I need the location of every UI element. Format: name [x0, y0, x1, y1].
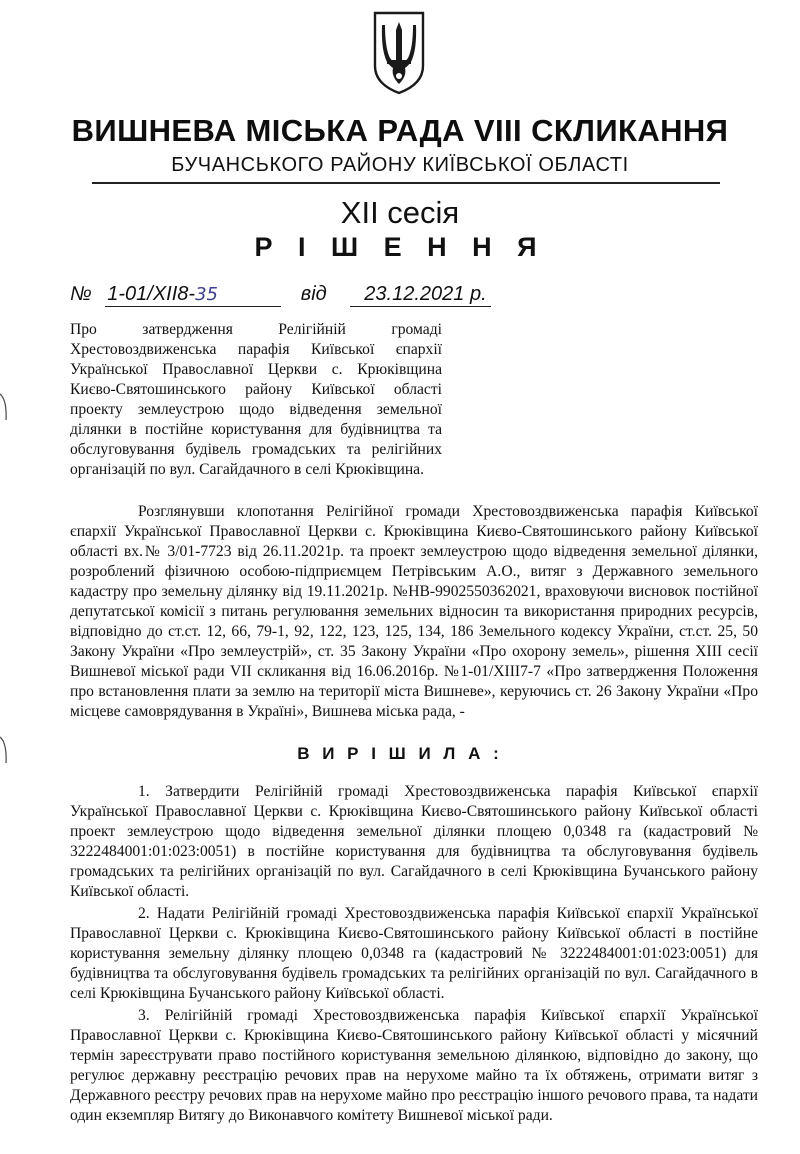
- number-sign: №: [70, 283, 92, 305]
- document-type: Р І Ш Е Н Н Я: [254, 232, 546, 262]
- scan-margin-mark-icon: [0, 392, 10, 422]
- item-2: [70, 904, 758, 1004]
- item-3-text: 3. Релігійній громаді Хрестовоздвиженська парафія Київської єпархії Української Православної Церкви с. Крюківщина Києво-Святошинського району Київської області у місячний термін зареєструвати право постійного користування земельною ділянкою, відповідно до закону, що регулює державну реєстрацію речових прав на нерухоме майно та їх обтяжень, отримати витяг з Державного реєстру речових прав на нерухоме майно про реєстрацію іншого речового права, та надати один екземпляр Витягу до Виконавчого комітету Вишневої міської ради.: [70, 1007, 758, 1124]
- resolved-heading: В И Р І Ш И Л А :: [297, 744, 503, 763]
- decision-number: [105, 283, 281, 307]
- council-title: ВИШНЕВА МІСЬКА РАДА VIII СКЛИКАННЯ: [71, 113, 729, 148]
- scan-margin-mark-icon: [0, 735, 10, 765]
- item-1-text: 1. Затвердити Релігійній громаді Хрестовоздвиженська парафія Київської єпархії Української Православної Церкви с. Крюківщина Києво-Святошинського району Київської області проект землеустрою щодо відведення земельної ділянки площею 0,0348 га (кадастровий № 3222484001:01:023:0051) в постійне користування для будівництва та обслуговування будівель громадських та релігійних організацій по вул. Сагайдачного в селі Крюківщина Бучанського району Київської області.: [70, 783, 758, 900]
- session-label: XII сесія: [340, 195, 460, 230]
- decision-number-line: [70, 283, 491, 311]
- council-district: БУЧАНСЬКОГО РАЙОНУ КИЇВСЬКОЇ ОБЛАСТІ: [171, 154, 629, 176]
- decision-number-handwritten: 35: [195, 284, 218, 305]
- header-divider: [92, 182, 720, 184]
- item-3: [70, 1006, 758, 1126]
- preamble-text: Розглянувши клопотання Релігійної громади Хрестовоздвиженська парафія Київської єпархії Української Православної Церкви с. Крюківщина Києво-Святошинського району Київської області вх.№ 3/01-7723 від 26.11.2021р. та проект землеустрою щодо відведення земельної ділянки, розроблений фізичною особою-підприємцем Петрівським А.О., витяг з Державного земельного кадастру про земельну ділянку від 19.11.2021р. №НВ-9902550362021, враховуючи висновок постійної депутатської комісії з питань регулювання земельних відносин та використання природних ресурсів, відповідно до ст.ст. 12, 66, 79-1, 92, 122, 123, 125, 134, 186 Земельного кодексу України, ст.ст. 25, 50 Закону України «Про землеустрій», ст. 35 Закону України «Про охорону земель», рішення XIII сесії Вишневої міської ради VII скликання від 16.06.2016р. №1-01/XIII7-7 «Про затвердження Положення про встановлення плати за землю на території міста Вишневе», керуючись ст. 26 Закону України «Про місцеве самоврядування в Україні», Вишнева міська рада, -: [70, 503, 758, 720]
- item-1: [70, 782, 758, 902]
- decision-date: 23.12.2021 р.: [350, 283, 490, 307]
- date-from-label: від: [300, 283, 327, 305]
- item-2-text: 2. Надати Релігійній громаді Хрестовоздвиженська парафія Київської єпархії Української Православної Церкви с. Крюківщина Києво-Святошинського району Київської області в постійне користування земельну ділянку площею 0,0348 га (кадастровий № 3222484001:01:023:0051) для будівництва та обслуговування будівель громадських та релігійних організацій по вул. Сагайдачного в селі Крюківщина Бучанського району Київської області.: [70, 905, 758, 1002]
- preamble-paragraph: [70, 502, 758, 722]
- trident-emblem-icon: [371, 10, 427, 96]
- decision-number-prefix: 1-01/XII8-: [107, 283, 196, 305]
- decision-subject: Про затвердження Релігійній громаді Хрестовоздвиженська парафія Київської єпархії Української Православної Церкви с. Крюківщина Києво-Святошинського району Київської області проекту землеустрою щодо відведення земельної ділянки в постійне користування для будівництва та обслуговування будівель громадських та релігійних організацій по вул. Сагайдачного в селі Крюківщина.: [70, 321, 442, 478]
